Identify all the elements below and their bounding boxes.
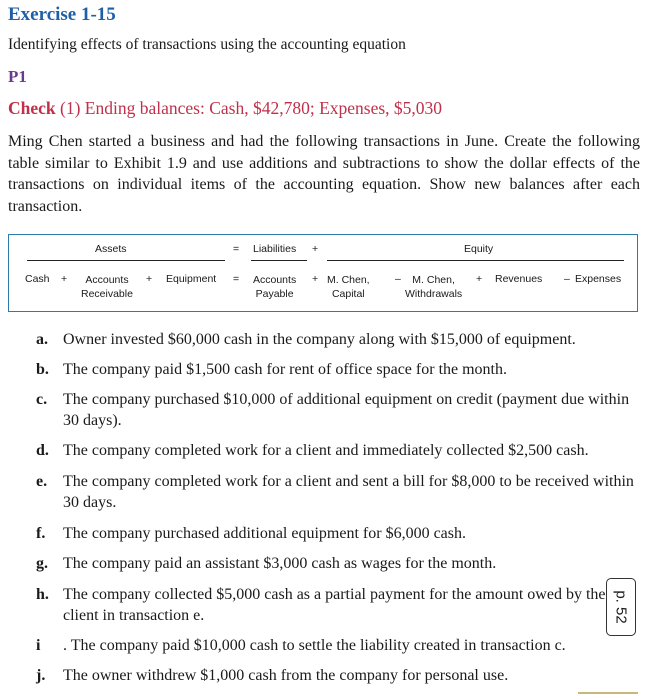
equals-bottom: = bbox=[233, 273, 240, 285]
transaction-text: The company purchased $10,000 of additional equipment on credit (payment due within 30 days). bbox=[63, 391, 630, 429]
equity-heading: Equity bbox=[464, 243, 494, 255]
transaction-text: . The company paid $10,000 cash to settle the liability created in transaction c. bbox=[63, 637, 566, 654]
equals-top: = bbox=[233, 243, 240, 255]
transaction-letter: a. bbox=[36, 331, 48, 348]
capital-column: M. Chen, Capital bbox=[327, 274, 370, 300]
bottom-rule bbox=[578, 692, 638, 694]
check-text: (1) Ending balances: Cash, $42,780; Expenses, $5,030 bbox=[60, 98, 443, 118]
transaction-text: The company completed work for a client and sent a bill for $8,000 to be received within 30 days. bbox=[63, 473, 634, 511]
transaction-text: The company purchased additional equipment for $6,000 cash. bbox=[63, 525, 466, 542]
transaction-letter: b. bbox=[36, 361, 49, 378]
assets-rule bbox=[27, 260, 225, 261]
liabilities-heading: Liabilities bbox=[253, 243, 297, 255]
transaction-text: The company completed work for a client and immediately collected $2,500 cash. bbox=[63, 442, 589, 459]
revenues-column: Revenues bbox=[495, 273, 543, 285]
plus-1: + bbox=[61, 273, 68, 285]
equipment-column: Equipment bbox=[166, 273, 217, 285]
transaction-text: The company paid an assistant $3,000 cash as wages for the month. bbox=[63, 555, 497, 572]
expenses-column: Expenses bbox=[575, 273, 622, 285]
page-number-label: p. 52 bbox=[612, 590, 630, 624]
transaction-text: The company paid $1,500 cash for rent of office space for the month. bbox=[63, 361, 507, 378]
plus-2: + bbox=[146, 273, 153, 285]
transaction-text: Owner invested $60,000 cash in the company along with $15,000 of equipment. bbox=[63, 331, 576, 348]
withdrawals-column: M. Chen, Withdrawals bbox=[405, 274, 463, 300]
plus-3: + bbox=[312, 273, 319, 285]
cash-column: Cash bbox=[25, 273, 50, 285]
accounts-payable-column: Accounts Payable bbox=[253, 274, 297, 300]
exercise-title: Exercise 1-15 bbox=[8, 4, 116, 25]
accounting-equation-table bbox=[8, 234, 638, 312]
liabilities-rule bbox=[251, 260, 307, 261]
transaction-letter: c. bbox=[36, 391, 48, 408]
transaction-letter: j. bbox=[36, 667, 46, 684]
transaction-letter: d. bbox=[36, 442, 49, 459]
assets-heading: Assets bbox=[95, 243, 127, 255]
minus-2: – bbox=[564, 273, 570, 285]
accounts-receivable-column: Accounts Receivable bbox=[81, 274, 133, 300]
plus-top: + bbox=[312, 243, 319, 255]
intro-paragraph: Ming Chen started a business and had the following transactions in June. Create the following table similar to Exhibit 1.9 and use additions and subtractions to show the dollar effects of the transactions on individual items of the accounting equation. Show new balances after each transaction. bbox=[8, 133, 640, 215]
page-number-tag bbox=[606, 578, 636, 636]
check-figure bbox=[8, 98, 442, 119]
transaction-letter: g. bbox=[36, 555, 48, 572]
exercise-subtitle: Identifying effects of transactions using the accounting equation bbox=[8, 36, 406, 53]
minus-1: – bbox=[395, 273, 401, 285]
transaction-letter: h. bbox=[36, 586, 49, 603]
transaction-text: The company collected $5,000 cash as a partial payment for the amount owed by the client in transaction e. bbox=[63, 586, 606, 624]
transaction-text: The owner withdrew $1,000 cash from the company for personal use. bbox=[63, 667, 509, 684]
transaction-letter: i bbox=[36, 637, 41, 654]
check-label: Check bbox=[8, 98, 56, 118]
transaction-letter: f. bbox=[36, 525, 46, 542]
learning-objective-code: P1 bbox=[8, 67, 27, 86]
transaction-letter: e. bbox=[36, 473, 48, 490]
plus-4: + bbox=[476, 273, 483, 285]
equity-rule bbox=[327, 260, 624, 261]
